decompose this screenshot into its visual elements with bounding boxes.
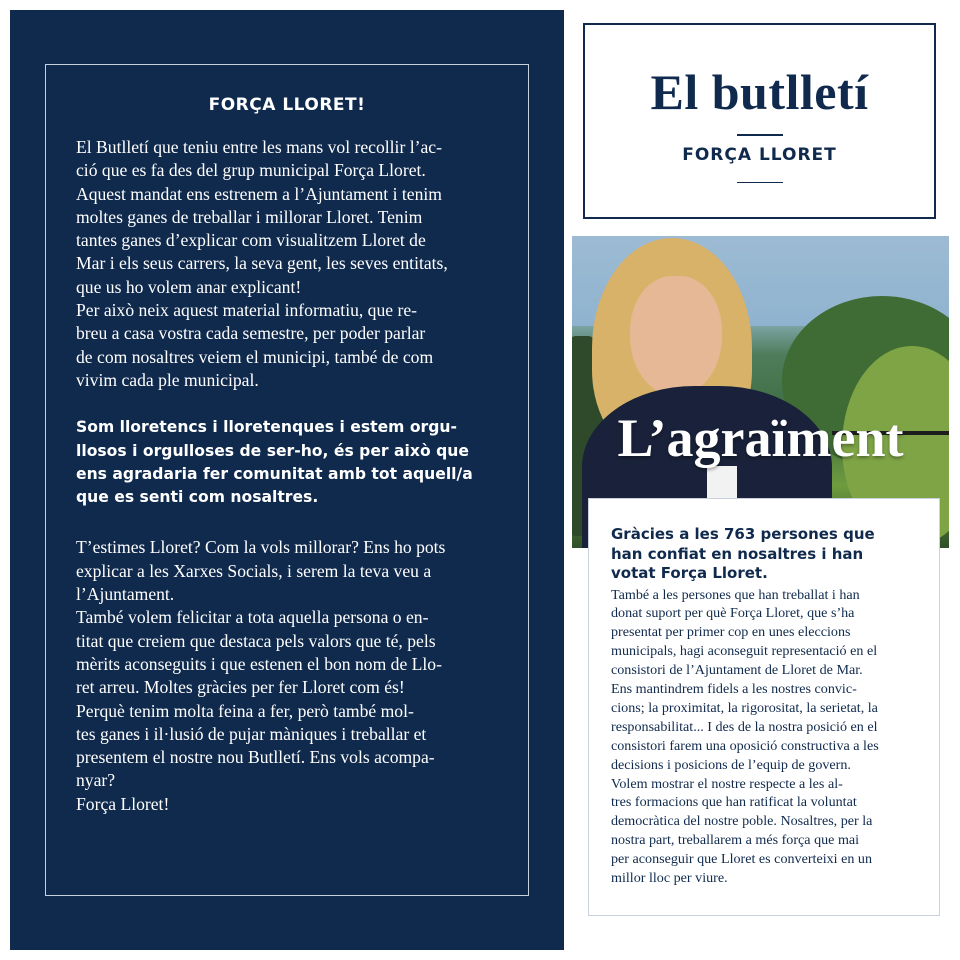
text-line: tres formacions que han ratificat la voluntat bbox=[611, 794, 857, 811]
text-line: mèrits aconseguits i que estenen el bon nom de Llo- bbox=[76, 653, 442, 674]
text-line: han confiat en nosaltres i han bbox=[611, 544, 864, 563]
text-line: ció que es fa des del grup municipal Força Lloret. bbox=[76, 160, 426, 181]
text-line: donat suport per què Força Lloret, que s’ha bbox=[611, 605, 855, 622]
photo-title: L’agraïment bbox=[617, 408, 904, 468]
text-line: decisions i posicions de l’equip de govern. bbox=[611, 756, 851, 773]
text-line: breu a casa vostra cada semestre, per poder parlar bbox=[76, 323, 426, 344]
masthead-title: El butlletí bbox=[650, 64, 869, 120]
text-line: explicar a les Xarxes Socials, i serem la teva veu a bbox=[76, 560, 432, 581]
photo-face bbox=[630, 276, 722, 396]
text-line: També volem felicitar a tota aquella persona o en- bbox=[76, 607, 429, 628]
text-line: millor lloc per viure. bbox=[611, 870, 728, 887]
text-line: moltes ganes de treballar i millorar Lloret. Tenim bbox=[76, 206, 423, 227]
text-line: consistori farem una oposició constructiva a les bbox=[611, 737, 879, 754]
thanks-heading bbox=[611, 525, 917, 584]
text-line: vivim cada ple municipal. bbox=[76, 369, 259, 390]
text-line: per aconseguir que Lloret es converteixi en un bbox=[611, 851, 873, 868]
left-frame bbox=[45, 64, 529, 896]
text-line: que es senti com nosaltres. bbox=[76, 488, 319, 507]
closing-paragraph bbox=[76, 536, 498, 816]
text-line: Volem mostrar el nostre respecte a les al- bbox=[611, 775, 843, 792]
text-line: nyar? bbox=[76, 770, 116, 791]
text-line: tes ganes i il·lusió de pujar màniques i treballar et bbox=[76, 723, 427, 744]
text-line: Ens mantindrem fidels a les nostres convic- bbox=[611, 681, 857, 698]
thanks-box bbox=[588, 498, 940, 916]
bold-paragraph bbox=[76, 416, 498, 509]
text-line: cions; la proximitat, la rigorositat, la serietat, la bbox=[611, 699, 878, 716]
text-line: Força Lloret! bbox=[76, 793, 170, 814]
text-line: de com nosaltres veiem el municipi, també de com bbox=[76, 346, 434, 367]
masthead-rule-bottom bbox=[737, 182, 783, 184]
text-line: El Butlletí que teniu entre les mans vol recollir l’ac- bbox=[76, 137, 442, 157]
text-line: nostra part, treballarem a més força que mai bbox=[611, 832, 860, 849]
masthead-subtitle: FORÇA LLORET bbox=[682, 144, 837, 165]
masthead-rule-top bbox=[737, 134, 783, 136]
text-line: Per això neix aquest material informatiu, que re- bbox=[76, 300, 417, 321]
text-line: Gràcies a les 763 persones que bbox=[611, 525, 875, 543]
text-line: democràtica del nostre poble. Nosaltres, per la bbox=[611, 813, 873, 830]
text-line: consistori de l’Ajuntament de Lloret de Mar. bbox=[611, 662, 863, 679]
masthead bbox=[583, 23, 936, 219]
text-line: ret arreu. Moltes gràcies per fer Lloret com és! bbox=[76, 677, 405, 698]
text-line: T’estimes Lloret? Com la vols millorar? Ens ho pots bbox=[76, 537, 446, 558]
text-line: presentat per primer cop en unes eleccions bbox=[611, 624, 851, 641]
text-line: l’Ajuntament. bbox=[76, 584, 175, 605]
left-panel bbox=[10, 10, 564, 950]
text-line: responsabilitat... I des de la nostra posició en el bbox=[611, 718, 878, 735]
left-heading: FORÇA LLORET! bbox=[208, 95, 366, 115]
text-line: municipals, hagi aconseguit representació en el bbox=[611, 643, 878, 660]
text-line: titat que creiem que destaca pels valors que té, pels bbox=[76, 630, 436, 651]
text-line: ens agradaria fer comunitat amb tot aquell/a bbox=[76, 464, 473, 483]
text-line: També a les persones que han treballat i han bbox=[611, 586, 860, 603]
text-line: llosos i orgulloses de ser-ho, és per això que bbox=[76, 441, 469, 460]
text-line: Som lloretencs i lloretenques i estem orgu- bbox=[76, 418, 457, 437]
thanks-body bbox=[611, 586, 917, 889]
text-line: Aquest mandat ens estrenem a l’Ajuntament i tenim bbox=[76, 183, 442, 204]
intro-paragraph bbox=[76, 136, 498, 392]
text-line: presentem el nostre nou Butlletí. Ens vols acompa- bbox=[76, 747, 435, 768]
text-line: que us ho volem anar explicant! bbox=[76, 276, 302, 297]
text-line: Mar i els seus carrers, la seva gent, les seves entitats, bbox=[76, 253, 448, 274]
text-line: votat Força Lloret. bbox=[611, 564, 768, 582]
text-line: Perquè tenim molta feina a fer, però també mol- bbox=[76, 700, 414, 721]
text-line: tantes ganes d’explicar com visualitzem Lloret de bbox=[76, 230, 426, 251]
